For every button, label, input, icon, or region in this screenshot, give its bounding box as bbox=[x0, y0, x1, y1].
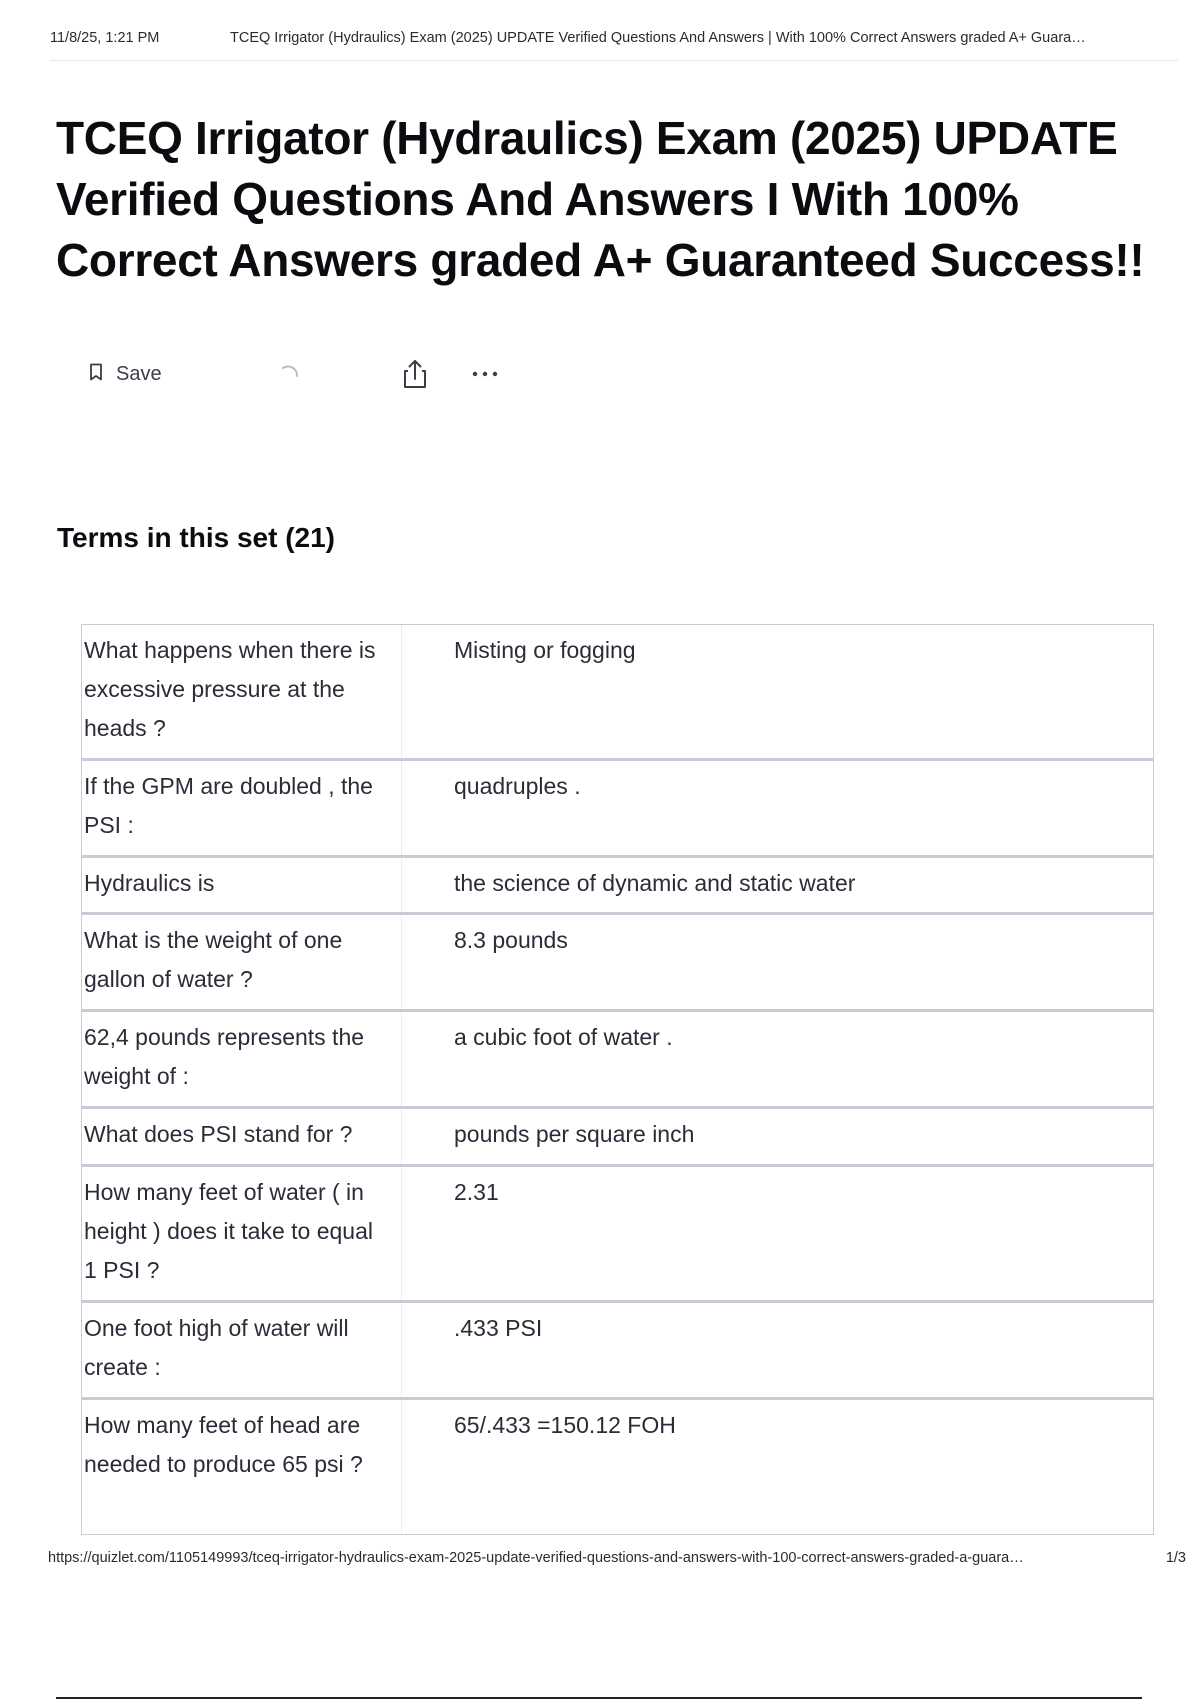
term-definition: 65/.433 =150.12 FOH bbox=[454, 1412, 676, 1438]
term-row bbox=[82, 1303, 1153, 1400]
term-row bbox=[82, 915, 1153, 1012]
term-definition: a cubic foot of water . bbox=[454, 1024, 673, 1050]
term-word: How many feet of head are needed to produce 65 psi ? bbox=[82, 1400, 402, 1534]
term-word: Hydraulics is bbox=[82, 858, 402, 912]
term-word: One foot high of water will create : bbox=[82, 1303, 402, 1397]
term-row bbox=[82, 625, 1153, 761]
term-definition: quadruples . bbox=[454, 773, 581, 799]
term-definition: 2.31 bbox=[454, 1179, 499, 1205]
term-definition: pounds per square inch bbox=[454, 1121, 695, 1147]
loading-spinner-icon bbox=[278, 364, 302, 388]
more-options-button[interactable] bbox=[470, 362, 500, 391]
terms-table bbox=[81, 624, 1154, 1535]
term-definition: the science of dynamic and static water bbox=[454, 870, 856, 896]
page-number: 1/3 bbox=[1165, 1550, 1186, 1566]
term-definition: Misting or fogging bbox=[454, 637, 636, 663]
term-word: How many feet of water ( in height ) does it take to equal 1 PSI ? bbox=[82, 1167, 402, 1300]
term-row bbox=[82, 1012, 1153, 1109]
terms-heading: Terms in this set (21) bbox=[57, 522, 336, 553]
print-doc-title: TCEQ Irrigator (Hydraulics) Exam (2025) UPDATE Verified Questions And Answers | With 100% Correct Answers graded A+ Guara… bbox=[230, 30, 1086, 46]
term-definition: .433 PSI bbox=[454, 1315, 543, 1341]
print-header bbox=[50, 28, 1178, 61]
action-bar bbox=[88, 362, 528, 392]
print-url: https://quizlet.com/1105149993/tceq-irrigator-hydraulics-exam-2025-update-verified-questions-and-answers-with-100-correct-answers-graded-a-guara… bbox=[48, 1550, 1024, 1566]
term-word: What is the weight of one gallon of water ? bbox=[82, 915, 402, 1009]
term-row bbox=[82, 1167, 1153, 1303]
print-datetime: 11/8/25, 1:21 PM bbox=[50, 30, 160, 46]
term-row bbox=[82, 858, 1153, 915]
term-row bbox=[82, 761, 1153, 858]
page-divider bbox=[56, 1697, 1142, 1699]
term-word: If the GPM are doubled , the PSI : bbox=[82, 761, 402, 855]
share-icon bbox=[400, 358, 430, 395]
page-title: TCEQ Irrigator (Hydraulics) Exam (2025) UPDATE Verified Questions And Answers I With 100% Correct Answers graded A+ Guaranteed Success!! bbox=[56, 112, 1145, 286]
term-word: What happens when there is excessive pressure at the heads ? bbox=[82, 625, 402, 758]
bookmark-icon bbox=[88, 362, 104, 387]
term-row bbox=[82, 1400, 1153, 1534]
save-label: Save bbox=[116, 363, 162, 385]
share-button[interactable] bbox=[400, 358, 430, 395]
term-word: 62,4 pounds represents the weight of : bbox=[82, 1012, 402, 1106]
save-button[interactable] bbox=[88, 362, 162, 387]
term-word: What does PSI stand for ? bbox=[82, 1109, 402, 1164]
more-options-icon bbox=[470, 362, 500, 391]
term-definition: 8.3 pounds bbox=[454, 927, 568, 953]
term-row bbox=[82, 1109, 1153, 1167]
